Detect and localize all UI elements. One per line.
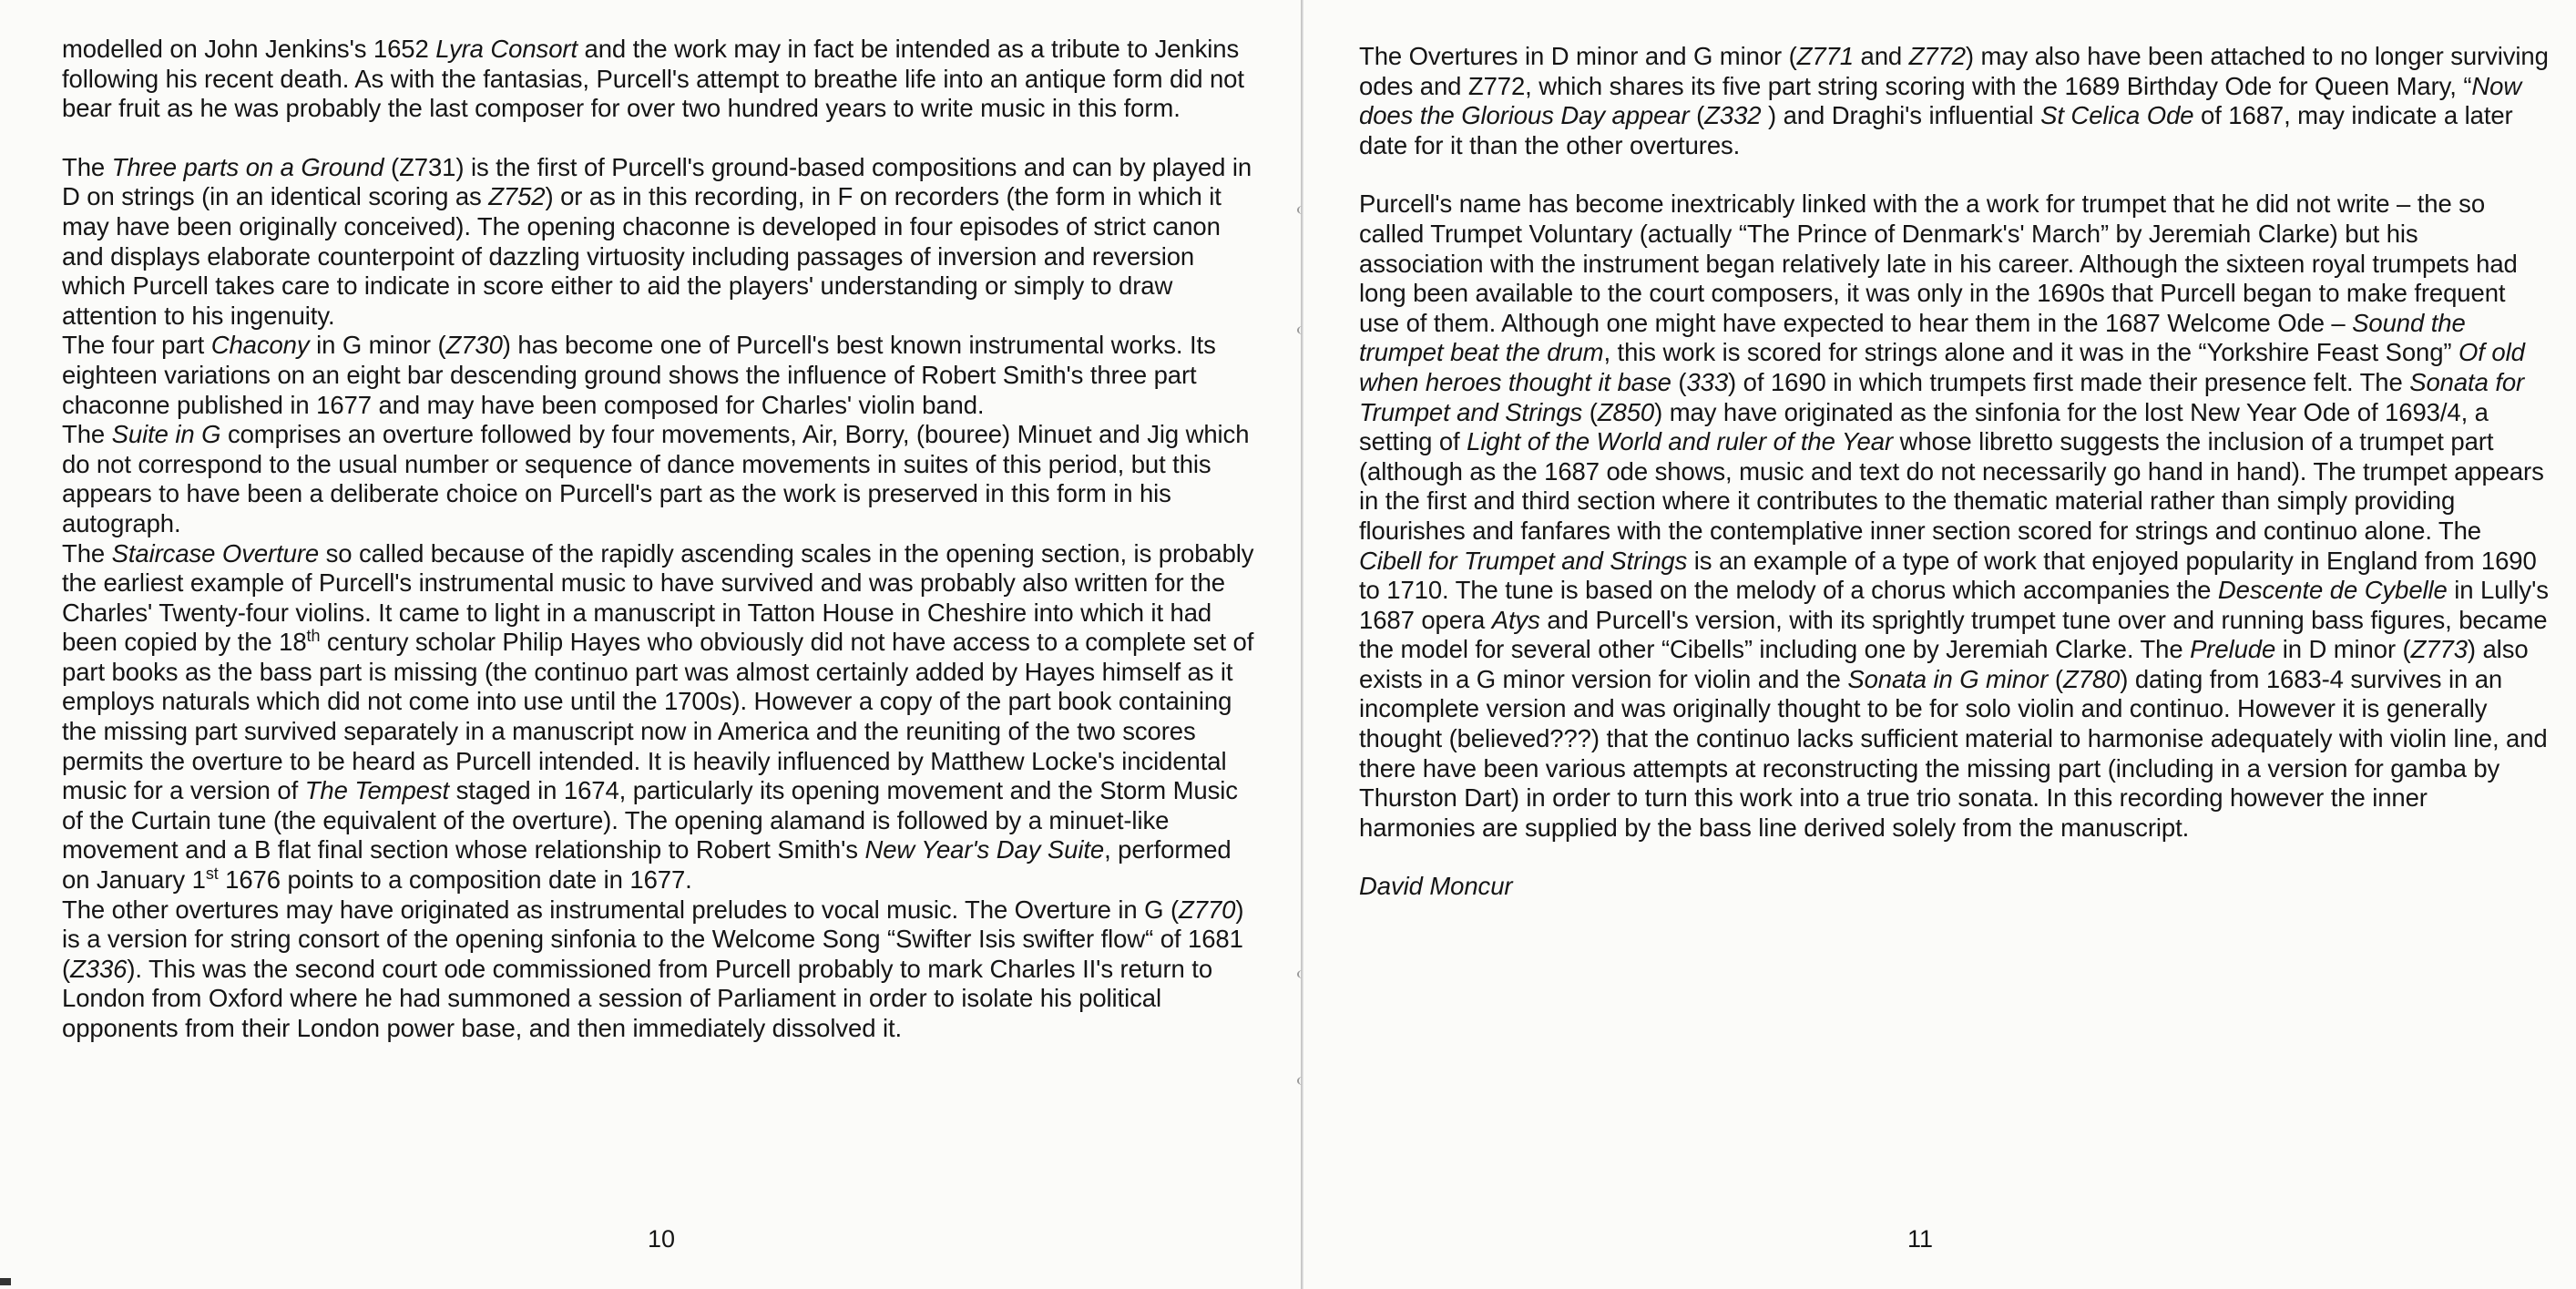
page-number-right: 11	[1906, 1225, 1934, 1253]
paragraph-overtures-d-and-g-minor	[1359, 42, 2549, 160]
text-run: The Overtures in D minor and G minor (	[1359, 42, 1797, 70]
text-run: ) may have originated as the sinfonia for the lost New Year Ode of 1693/4, a setting of	[1359, 397, 2489, 456]
page-number-left: 10	[647, 1225, 676, 1253]
paragraph-chacony	[62, 331, 1257, 420]
paragraph-three-parts-on-a-ground	[62, 153, 1257, 332]
italic-catalogue-number: Z770	[1179, 895, 1236, 924]
italic-title: Sound the trumpet beat the drum	[1359, 308, 2466, 367]
italic-title: Descente de Cybelle	[2217, 576, 2448, 605]
italic-catalogue-number: Z780	[2062, 664, 2121, 693]
text-run: (	[1671, 367, 1687, 396]
text-run: (Z731) is the first of Purcell's ground-based compositions and can by played in D on strings (in an identical scoring as	[62, 152, 1252, 211]
text-run: (	[1582, 397, 1598, 426]
italic-catalogue-number: Z752	[488, 182, 546, 211]
italic-title: Staircase Overture	[111, 538, 320, 568]
text-run: , performed on January 1	[62, 835, 1232, 895]
author-signature: David Moncur	[1359, 872, 1513, 901]
text-run: , this work is scored for strings alone and it was in the “Yorkshire Feast Song”	[1603, 338, 2458, 367]
paragraph-other-overtures	[62, 895, 1257, 1044]
text-run: in D minor (	[2275, 635, 2411, 664]
text-run: ) may also have been attached to no longer surviving odes and Z772, which shares its five part string scoring with the 1689 Birthday Ode for Queen Mary, “	[1359, 42, 2549, 100]
text-run: The other overtures may have originated as instrumental preludes to vocal music. The Overture in G (	[62, 895, 1180, 924]
text-run: ) or as in this recording, in F on recorders (the form in which it may have been originally conceived). The opening chaconne is developed in four episodes of strict canon and displays elaborate counterpoint of dazzling virtuosity including passages of inversion and reversion which Purcell takes care to indicate in score either to aid the players' understanding or simply to draw attention to his ingenuity.	[62, 182, 1222, 330]
italic-catalogue-number: Z850	[1597, 397, 1655, 426]
italic-title: Prelude	[2190, 635, 2276, 664]
italic-title: Cibell for Trumpet and Strings	[1359, 546, 1688, 575]
italic-catalogue-number: Z771	[1796, 42, 1854, 70]
text-run: ) also exists in a G minor version for violin and the	[1359, 635, 2529, 693]
paragraph-staircase-overture	[62, 539, 1257, 895]
italic-title: Sonata in G minor	[1847, 664, 2049, 693]
text-run: ) has become one of Purcell's best known instrumental works. Its eighteen variations on an eight bar descending ground shows the influence of Robert Smith's three part chaconne published in 1677 and may have been composed for Charles' violin band.	[62, 331, 1216, 419]
italic-title: St Celica Ode	[2040, 101, 2194, 130]
italic-title: Suite in G	[111, 420, 221, 449]
text-run: ) and Draghi's influential	[1761, 101, 2041, 130]
text-run: whose libretto suggests the inclusion of a trumpet part (although as the 1687 ode shows, music and text do not necessarily go hand in hand). The trumpet appears in the first and third section where it contributes to the thematic material rather than simply providing flourishes and fanfares with the contemplative inner section scored for strings and continuo alone. The	[1359, 427, 2544, 545]
text-run: and	[1853, 42, 1909, 70]
italic-title: Now does the Glorious Day appear	[1359, 71, 2522, 130]
right-page	[1303, 0, 2576, 1289]
italic-title: Light of the World and ruler of the Year	[1467, 427, 1894, 456]
paragraph-suite-in-g	[62, 420, 1257, 538]
italic-title: New Year's Day Suite	[864, 835, 1105, 864]
text-run: The	[62, 152, 112, 181]
italic-catalogue-number: Z336	[70, 954, 128, 983]
text-run: in Lully's 1687 opera	[1359, 576, 2549, 634]
text-run: (	[2048, 664, 2063, 693]
text-run: The	[62, 420, 112, 449]
italic-title: Of old when heroes thought it base	[1359, 338, 2525, 396]
text-run: and Purcell's version, with its sprightly trumpet tune over and running bass figures, became the model for several other “Cibells” including one by Jeremiah Clarke. The	[1359, 605, 2548, 664]
italic-catalogue-number: Z772	[1908, 42, 1966, 70]
italic-catalogue-number: Z730	[445, 331, 503, 360]
ordinal-superscript: th	[306, 627, 321, 646]
text-run: century scholar Philip Hayes who obviously did not have access to a complete set of part books as the bass part is missing (the continuo part was almost certainly added by Hayes himself as it employs naturals which did not come into use until the 1700s). However a copy of the part book containing the missing part survived separately in a manuscript now in America and the reuniting of the two scores permits the overture to be heard as Purcell intended. It is heavily influenced by Matthew Locke's incidental music for a version of	[62, 628, 1254, 805]
text-run: comprises an overture followed by four movements, Air, Borry, (bouree) Minuet and Jig which do not correspond to the usual number or sequence of dance movements in suites of this period, but this appears to have been a deliberate choice on Purcell's part as the work is preserved in this form in his autograph.	[62, 420, 1250, 537]
text-run: and the work may in fact be intended as a tribute to Jenkins following his recent death. As with the fantasias, Purcell's attempt to breathe life into an antique form did not bear fruit as he was probably the last composer for over two hundred years to write music in this form.	[62, 35, 1244, 123]
italic-title: The Tempest	[304, 776, 450, 805]
text-run: ) of 1690 in which trumpets first made their presence felt. The	[1728, 367, 2410, 396]
text-run: The	[62, 538, 112, 568]
italic-title: Atys	[1491, 605, 1540, 634]
text-run: in G minor (	[309, 331, 446, 360]
text-run: of 1687, may indicate a later date for it than the other overtures.	[1359, 101, 2513, 159]
paragraph-trumpet-works	[1359, 189, 2549, 843]
italic-title: Sonata for Trumpet and Strings	[1359, 367, 2525, 426]
paragraph-lyra-consort	[62, 35, 1257, 124]
text-run: staged in 1674, particularly its opening movement and the Storm Music of the Curtain tune (the equivalent of the overture). The opening alamand is followed by a minuet-like movement and a B flat final section whose relationship to Robert Smith's	[62, 776, 1238, 864]
italic-catalogue-number: Z773	[2410, 635, 2468, 664]
italic-title: Lyra Consort	[435, 35, 578, 63]
text-run: ) dating from 1683-4 survives in an incomplete version and was originally thought to be for solo violin and continuo. However it is generally thought (believed???) that the continuo lacks sufficient material to harmonise adequately with violin line, and there have been various attempts at reconstructing the missing part (including in a version for gamba by Thurston Dart) in order to turn this work into a true trio sonata. In this recording however the inner harmonies are supplied by the bass line derived solely from the manuscript.	[1359, 664, 2548, 842]
text-run: is an example of a type of work that enjoyed popularity in England from 1690 to 1710. The tune is based on the melody of a chorus which accompanies the	[1359, 546, 2537, 605]
italic-catalogue-number: Z332	[1704, 101, 1762, 130]
text-run: 1676 points to a composition date in 1677.	[218, 865, 692, 895]
text-run: so called because of the rapidly ascending scales in the opening section, is probably the earliest example of Purcell's instrumental music to have survived and was probably also written for the Charles' Twenty-four violins. It came to light in a manuscript in Tatton House in Cheshire into which it had been copied by the 18	[62, 538, 1254, 657]
text-run: The four part	[62, 331, 211, 360]
ordinal-superscript: st	[205, 864, 219, 883]
italic-title: Three parts on a Ground	[111, 152, 384, 181]
text-run: modelled on John Jenkins's 1652	[62, 35, 436, 63]
italic-title: Chacony	[210, 331, 310, 360]
text-run: Purcell's name has become inextricably linked with the a work for trumpet that he did not write – the so called Trumpet Voluntary (actually “The Prince of Denmark's' March” by Jeremiah Clarke) but his association with the instrument began relatively late in his career. Although the sixteen royal trumpets had long been available to the court composers, it was only in the 1690s that Purcell began to make frequent use of them. Although one might have expected to hear them in the 1687 Welcome Ode –	[1359, 189, 2518, 337]
scan-corner-mark	[0, 1278, 11, 1285]
text-run: (	[1689, 101, 1705, 130]
text-run: ) is a version for string consort of the opening sinfonia to the Welcome Song “Swifter Isis swifter flow“ of 1681 (	[62, 895, 1244, 983]
text-run: ). This was the second court ode commissioned from Purcell probably to mark Charles II's return to London from Oxford where he had summoned a session of Parliament in order to isolate his political opponents from their London power base, and then immediately dissolved it.	[62, 954, 1213, 1042]
italic-catalogue-number: 333	[1686, 367, 1729, 396]
